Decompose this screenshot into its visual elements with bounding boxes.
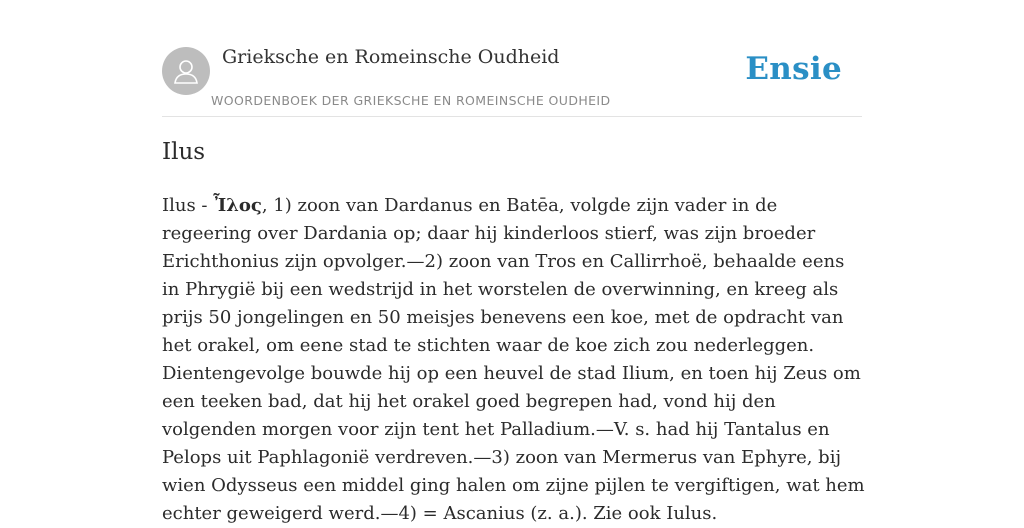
entry-title: Ilus (162, 139, 206, 165)
source-header (162, 40, 862, 117)
entry-body (162, 192, 866, 528)
source-subtitle: WOORDENBOEK DER GRIEKSCHE EN ROMEINSCHE OUDHEID (211, 93, 611, 108)
ensie-logo[interactable]: Ensie (745, 51, 842, 87)
source-title[interactable]: Grieksche en Romeinsche Oudheid (222, 46, 560, 68)
entry-lemma: Ilus - (162, 195, 214, 216)
entry-greek-term: Ἶλος (213, 195, 262, 216)
entry-text: , 1) zoon van Dardanus en Batēa, volgde zijn vader in de regeering over Dardania op; daar hij kinderloos stierf, was zijn broeder Erichthonius zijn opvolger.—2) zoon van Tros en Callirrhoë, behaalde eens in Phrygië bij een wedstrijd in het worstelen de overwinning, en kreeg als prijs 50 jongelingen en 50 meisjes benevens een koe, met de opdracht van het orakel, om eene stad te stichten waar de koe zich zou nederleggen. Dientengevolge bouwde hij op een heuvel de stad Ilium, en toen hij Zeus om een teeken bad, dat hij het orakel goed begrepen had, vond hij den volgenden morgen voor zijn tent het Palladium.—V. s. had hij Tantalus en Pelops uit Paphlagonië verdreven.—3) zoon van Mermerus van Ephyre, bij wien Odysseus een middel ging halen om zijne pijlen te vergiftigen, wat hem echter geweigerd werd.—4) = Ascanius (z. a.). Zie ook Iulus. (162, 195, 865, 524)
source-avatar[interactable] (162, 47, 210, 95)
user-icon (172, 57, 200, 85)
